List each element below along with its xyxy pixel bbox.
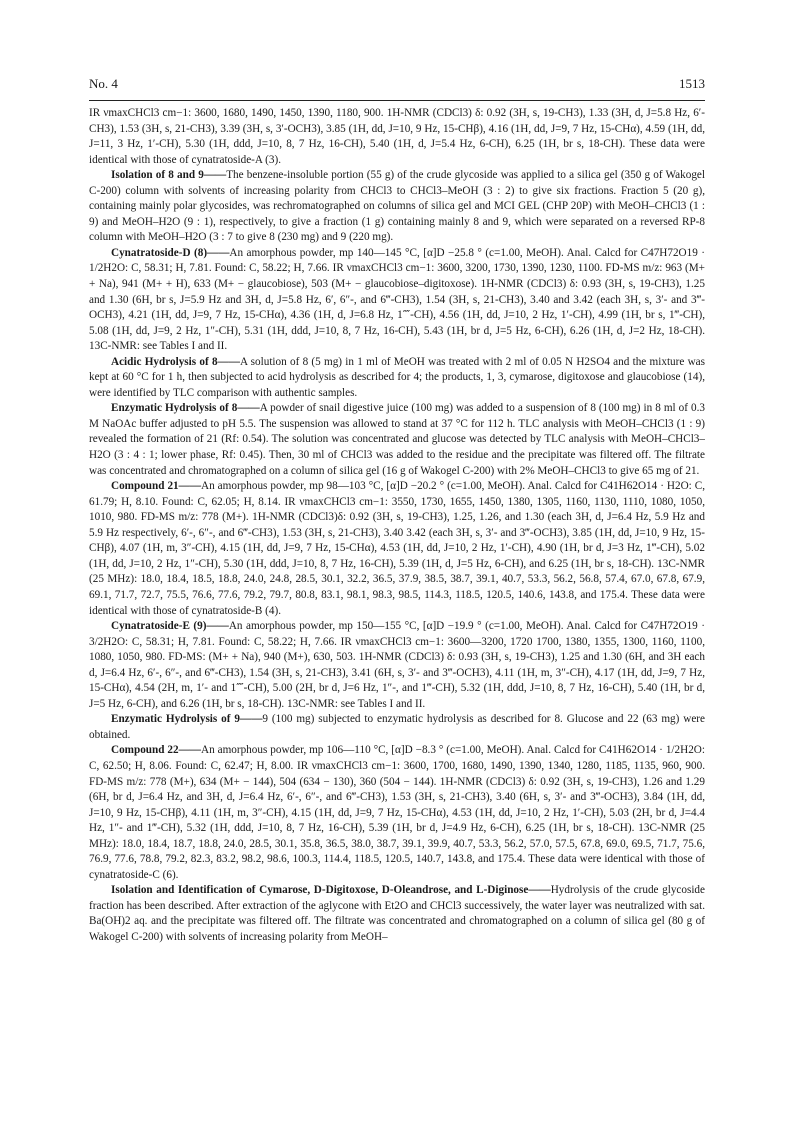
isolation-of-8-and-9-paragraph — [89, 168, 705, 246]
paragraph-body: The benzene-insoluble portion (55 g) of the crude glycoside was applied to a silica gel (350 g of Wakogel C-200) column with solvents of increasing polarity from CHCl3 to CHCl3–MeOH (3 : 2) to give six fractions. Fraction 5 (20 g), containing mainly polar glycosides, was rechromatographed on columns of silica gel and MCI GEL (CHP 20P) with MeOH–CHCl3 (1 : 9) and MeOH–H2O (9 : 1), respectively, to give a fraction (1 g) containing mainly 8 and 9, which were separated on a reversed RP-8 column with MeOH–H2O (3 : 7 to give 8 (230 mg) and 9 (220 mg). — [89, 169, 705, 244]
paragraph-heading: Compound 21—— — [111, 480, 202, 493]
paragraph-heading: Isolation of 8 and 9—— — [111, 169, 227, 182]
running-header — [89, 76, 705, 98]
experimental-section — [89, 106, 705, 1106]
paragraph-heading: Enzymatic Hydrolysis of 9—— — [111, 713, 263, 726]
cynatratoside-e-paragraph — [89, 619, 705, 712]
paragraph-heading: Enzymatic Hydrolysis of 8—— — [111, 402, 260, 415]
paragraph-body: A powder of snail digestive juice (100 mg) was added to a suspension of 8 (100 mg) in 8 ml of 0.3 M NaOAc buffer adjusted to pH 5.5. The suspension was allowed to stand at 37 °C for 112 h. TLC analysis with MeOH–CHCl3 (1 : 9) revealed the formation of 21 (Rf: 0.54). The solution was concentrated and glucose was detected by TLC analysis with MeOH–CHCl3–H2O (3 : 4 : 1; lower phase, Rf: 0.45). Then, 30 ml of CHCl3 was added to the residue and the precipitate was filtered off. The filtrate was concentrated and chromatographed on a column of silica gel (16 g of Wakogel C-200) with 2% MeOH–CHCl3 to give 65 mg of 21. — [89, 402, 705, 477]
paragraph-body: IR νmaxCHCl3 cm−1: 3600, 1680, 1490, 1450, 1390, 1180, 900. 1H-NMR (CDCl3) δ: 0.92 (3H, s, 19-CH3), 1.33 (3H, d, J=5.8 Hz, 6′-CH3), 1.53 (3H, s, 21-CH3), 3.39 (3H, s, 3′-OCH3), 3.85 (1H, dd, J=10, 9 Hz, 15-CHβ), 4.16 (1H, dd, J=9, 7 Hz, 15-CHα), 4.59 (1H, dd, J=11, 3 Hz, 1′-CH), 5.30 (1H, ddd, J=10, 8, 7 Hz, 16-CH), 5.40 (1H, d, J=5.4 Hz, 6-CH), 6.25 (1H, br s, 18-CH). These data were identical with those of cynatratoside-A (3). — [89, 107, 705, 166]
paragraph-body: 9 (100 mg) subjected to enzymatic hydrolysis as described for 8. Glucose and 22 (63 mg) were obtained. — [89, 713, 705, 741]
enzymatic-hydrolysis-of-8-paragraph — [89, 401, 705, 479]
paragraph-body: An amorphous powder, mp 140—145 °C, [α]D −25.8 ° (c=1.00, MeOH). Anal. Calcd for C47H72O19 · 1/2H2O: C, 58.31; H, 7.81. Found: C, 58.22; H, 7.66. IR νmaxCHCl3 cm−1: 3600, 3200, 1730, 1390, 1230, 1100. FD-MS m/z: 963 (M+ + Na), 941 (M+ + H), 633 (M+ − glaucobiose), 503 (M+ − glaucobiose–digitoxose). 1H-NMR (CDCl3) δ: 0.93 (3H, s, 19-CH3), 1.25 and 1.30 (6H, br s, J=5.9 Hz and 3H, d, J=5.8 Hz, 6′, 6″-, and 6‴-CH3), 1.54 (3H, s, 21-CH3), 3.40 and 3.42 (each 3H, s, 3′- and 3‴-OCH3), 4.21 (1H, dd, J=9, 7 Hz, 15-CHα), 4.36 (1H, d, J=6.8 Hz, 1⁗-CH), 4.56 (1H, dd, J=10, 2 Hz, 1′-CH), 4.99 (1H, br s, 1‴-CH), 5.08 (1H, dd, J=9, 2 Hz, 1″-CH), 5.31 (1H, ddd, J=10, 8, 7 Hz, 16-CH), 5.43 (1H, br d, J=5 Hz, 6-CH), 6.26 (1H, d, J=2 Hz, 18-CH). 13C-NMR: see Tables I and II. — [89, 246, 705, 353]
sugar-identification-paragraph — [89, 883, 705, 945]
page-number: 1513 — [679, 76, 705, 91]
paragraph-body: Hydrolysis of the crude glycoside fraction has been described. After extraction of the aglycone with Et2O and CHCl3 successively, the water layer was neutralized with sat. Ba(OH)2 aq. and the precipitate was filtered off. The filtrate was concentrated and chromatographed on a column of silica gel (80 g of Wakogel C-200) with solvents of increasing polarity from MeOH– — [89, 884, 705, 943]
compound-21-paragraph — [89, 479, 705, 619]
journal-issue-number: No. 4 — [89, 76, 118, 91]
paragraph-heading: Cynatratoside-E (9)—— — [111, 620, 229, 633]
paragraph-body: An amorphous powder, mp 106—110 °C, [α]D −8.3 ° (c=1.00, MeOH). Anal. Calcd for C41H62O14 · 1/2H2O: C, 62.50; H, 8.06. Found: C, 62.47; H, 8.00. IR νmaxCHCl3 cm−1: 3600, 1700, 1680, 1490, 1390, 1340, 1280, 1185, 1135, 960, 900. FD-MS m/z: 778 (M+), 634 (M+ − 144), 504 (634 − 130), 360 (504 − 144). 1H-NMR (CDCl3) δ: 0.92 (3H, s, 19-CH3), 1.26 and 1.29 (6H, br d, J=6.4 Hz, and 3H, d, J=6.4 Hz, 6′-, 6″-, and 6‴-CH3), 1.53 (3H, s, 21-CH3), 3.40 (6H, s, 3′- and 3‴-OCH3), 3.84 (1H, dd, J=10, 9 Hz, 15-CHβ), 4.11 (1H, m, 3″-CH), 4.15 (1H, dd, J=9, 7 Hz, 15-CHα), 4.53 (1H, dd, J=10, 2 Hz, 1′-CH), 5.03 (2H, br d, J=4.4 Hz, 1″- and 1‴-CH), 5.32 (1H, ddd, J=10, 8, 7 Hz, 16-CH), 5.39 (1H, br d, J=4.9 Hz, 6-CH), 6.25 (1H, br s, 18-CH). 13C-NMR (25 MHz): 18.0, 18.4, 18.7, 18.8, 24.0, 28.5, 30.1, 35.8, 36.5, 38.0, 38.7, 39.1, 39.9, 40.7, 53.3, 56.2, 57.0, 57.5, 67.8, 69.0, 69.5, 71.7, 75.6, 76.9, 77.6, 78.8, 79.2, 82.3, 83.2, 98.2, 98.6, 100.3, 114.4, 118.5, 120.5, 140.7, 143.8, and 175.4. These data were identical with those of cynatratoside-C (6). — [89, 744, 705, 881]
paragraph-heading: Acidic Hydrolysis of 8—— — [111, 355, 240, 368]
acidic-hydrolysis-of-8-paragraph — [89, 355, 705, 402]
cynatratoside-d-paragraph — [89, 246, 705, 355]
paragraph-body: An amorphous powder, mp 150—155 °C, [α]D −19.9 ° (c=1.00, MeOH). Anal. Calcd for C47H72O19 · 3/2H2O: C, 58.31; H, 7.81. Found: C, 58.22; H, 7.66. IR νmaxCHCl3 cm−1: 3600—3200, 1720 1700, 1380, 1355, 1300, 1160, 1100, 1080, 1050, 980. FD-MS: (M+ + Na), 940 (M+), 630, 503. 1H-NMR (CDCl3) δ: 0.93 (3H, s, 19-CH3), 1.25 and 1.30 (6H, and 3H each d, J=6.4 Hz, 6′-, 6″-, and 6‴-CH3), 1.54 (3H, s, 21-CH3), 3.41 (6H, s, 3′- and 3‴-OCH3), 4.11 (1H, m, 3″-CH), 4.17 (1H, dd, J=9, 7 Hz, 15-CHα), 4.54 (2H, m, 1′- and 1⁗-CH), 5.00 (2H, br d, J=6 Hz, 1″-, and 1‴-CH), 5.32 (1H, ddd, J=10, 8, 7 Hz, 16-CH), 5.40 (1H, br d, J=5 Hz, 6-CH), and 6.26 (1H, br s, 18-CH). 13C-NMR: see Tables I and II. — [89, 620, 705, 710]
compound-22-paragraph — [89, 743, 705, 883]
paragraph-heading: Cynatratoside-D (8)—— — [111, 246, 230, 259]
paragraph-body: An amorphous powder, mp 98—103 °C, [α]D −20.2 ° (c=1.00, MeOH). Anal. Calcd for C41H62O14 · H2O: C, 61.79; H, 8.10. Found: C, 62.05; H, 8.14. IR νmaxCHCl3 cm−1: 3550, 1730, 1655, 1450, 1380, 1305, 1160, 1130, 1110, 1080, 1050, 1010, 980. FD-MS m/z: 778 (M+). 1H-NMR (CDCl3)δ: 0.92 (3H, s, 19-CH3), 1.25, 1.26, and 1.30 (each 3H, d, J=6.4 Hz, 5.9 Hz and 5.9 Hz respectively, 6′-, 6″-, and 6‴-CH3), 1.53 (3H, s, 21-CH3), 3.40 3.42 (each 3H, s, 3′- and 3‴-OCH3), 3.85 (1H, dd, J=10, 9 Hz, 15-CHβ), 4.07 (1H, m, 3″-CH), 4.15 (1H, dd, J=9, 7 Hz, 15-CHα), 4.53 (1H, dd, J=10, 2 Hz, 1′-CH), 4.90 (1H, br d, J=3 Hz, 1‴-CH), 5.02 (1H, dd, J=10, 2 Hz, 1″-CH), 5.30 (1H, ddd, J=10, 8, 7 Hz, 16-CH), 5.39 (1H, d, J=5 Hz, 6-CH), and 6.25 (1H, br s, 18-CH). 13C-NMR (25 MHz): 18.0, 18.4, 18.5, 18.8, 24.0, 24.8, 28.5, 30.1, 32.2, 36.5, 37.9, 38.5, 38.7, 39.1, 40.7, 53.3, 56.2, 56.8, 57.4, 67.0, 67.8, 67.9, 69.1, 71.7, 72.7, 75.5, 76.6, 77.6, 79.2, 79.7, 80.8, 83.1, 98.1, 98.3, 98.5, 114.3, 118.5, 120.5, 140.6, 143.8, and 175.4. These data were identical with those of cynatratoside-B (4). — [89, 480, 705, 617]
paragraph-heading: Compound 22—— — [111, 744, 201, 757]
enzymatic-hydrolysis-of-9-paragraph — [89, 712, 705, 743]
paragraph-body: A solution of 8 (5 mg) in 1 ml of MeOH was treated with 2 ml of 0.05 N H2SO4 and the mixture was kept at 60 °C for 1 h, then subjected to acid hydrolysis as described for 4; the products, 1, 3, cymarose, digitoxose and glaucobiose (14), were identified by TLC comparison with authentic samples. — [89, 355, 705, 399]
paragraph-heading: Isolation and Identification of Cymarose, D-Digitoxose, D-Oleandrose, and L-Diginose—— — [111, 884, 551, 897]
ir-nmr-data-paragraph — [89, 106, 705, 168]
header-rule — [89, 100, 705, 101]
